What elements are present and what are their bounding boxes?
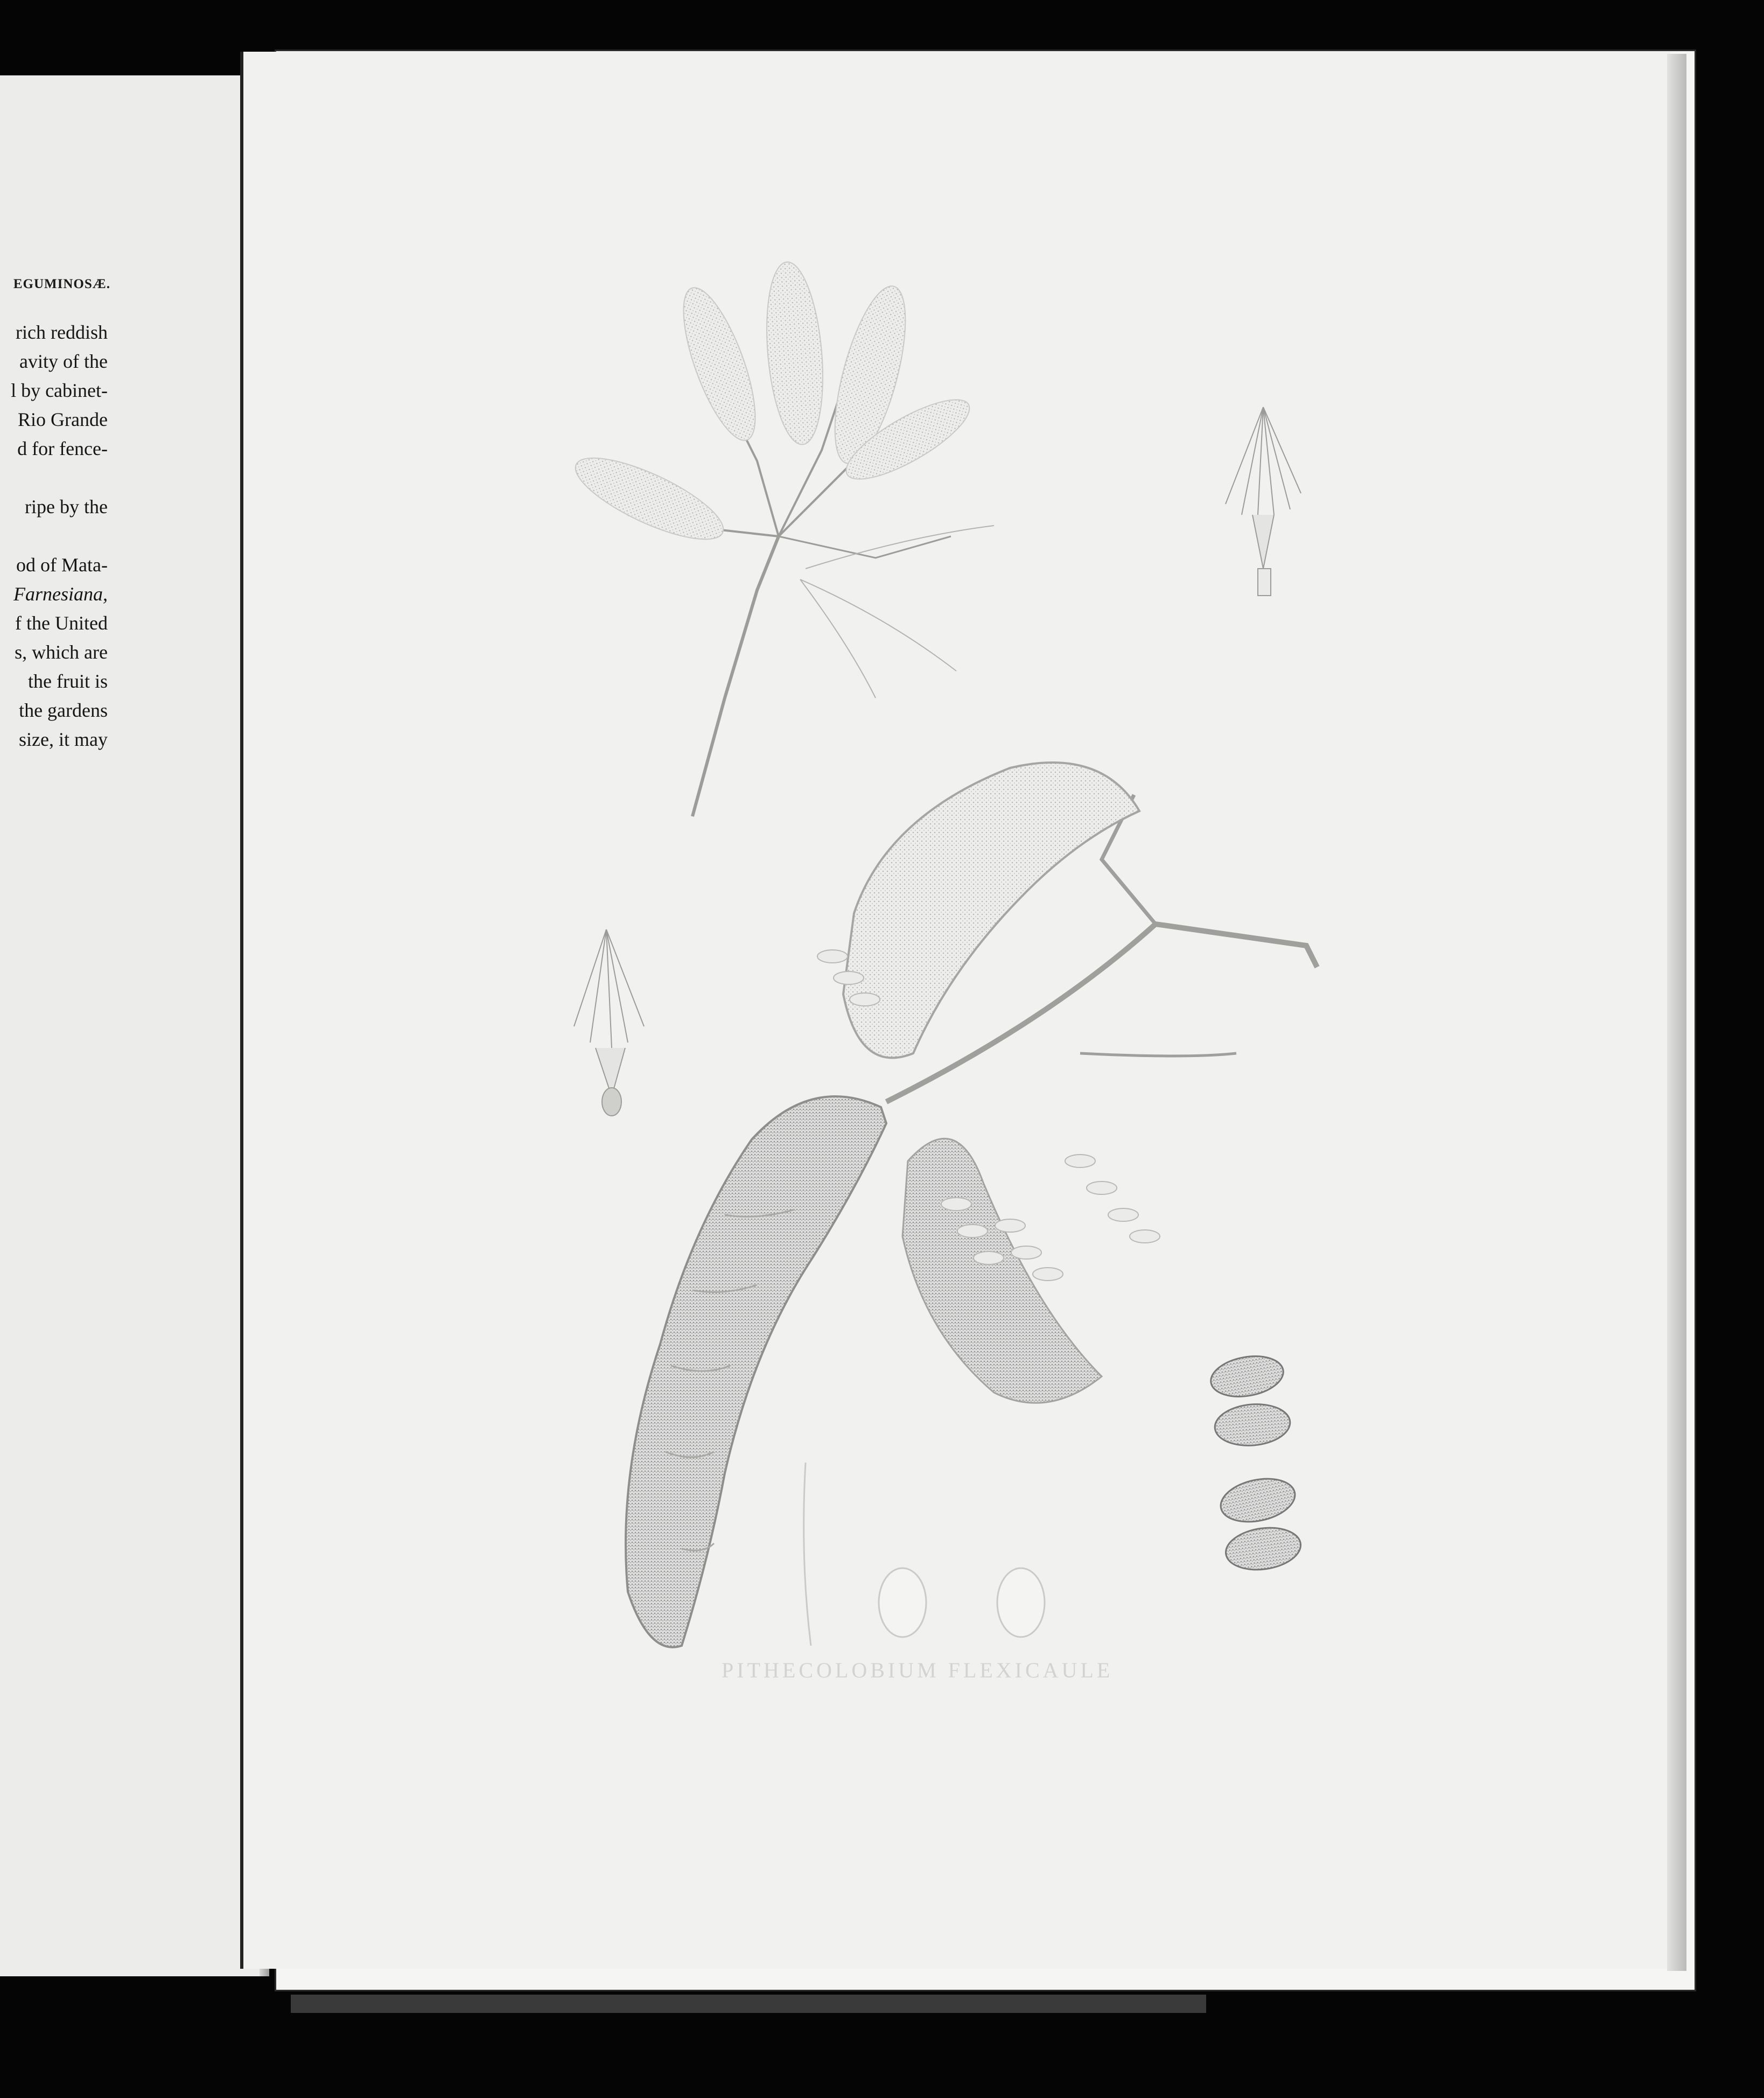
text-line: the gardens [19,700,108,721]
text-line: the fruit is [28,670,108,692]
text-line: Rio Grande [18,409,108,430]
text-line: s, which are [15,641,108,663]
lower-pod [626,1096,886,1647]
text-line: l by cabinet- [11,380,108,401]
plate-caption: PITHECOLOBIUM FLEXICAULE [722,1658,1114,1682]
seed-details [1208,1351,1304,1575]
text-line: size, it may [19,729,108,750]
bottom-strip [291,1995,1206,2013]
flower-spikes [566,260,979,555]
text-line: ripe by the [25,496,108,517]
paragraph-gap [0,463,108,492]
page-edge [1667,54,1686,1971]
paragraph-gap [0,521,108,550]
text-line: f the United [15,612,108,634]
left-text-page [0,75,269,1976]
text-line: rich reddish [16,321,108,343]
flower-detail-top [1226,407,1301,596]
text-column [0,318,108,754]
text-line: od of Mata- [16,554,108,576]
seed-outlines [804,1463,1045,1646]
running-head: EGUMINOSÆ. [13,277,110,291]
flower-detail-left [574,929,644,1116]
back-pod [902,1138,1102,1403]
upper-pod [843,763,1139,1058]
text-line: d for fence- [17,438,108,459]
text-line: avity of the [19,351,108,372]
text-line: Farnesiana, [13,583,108,605]
